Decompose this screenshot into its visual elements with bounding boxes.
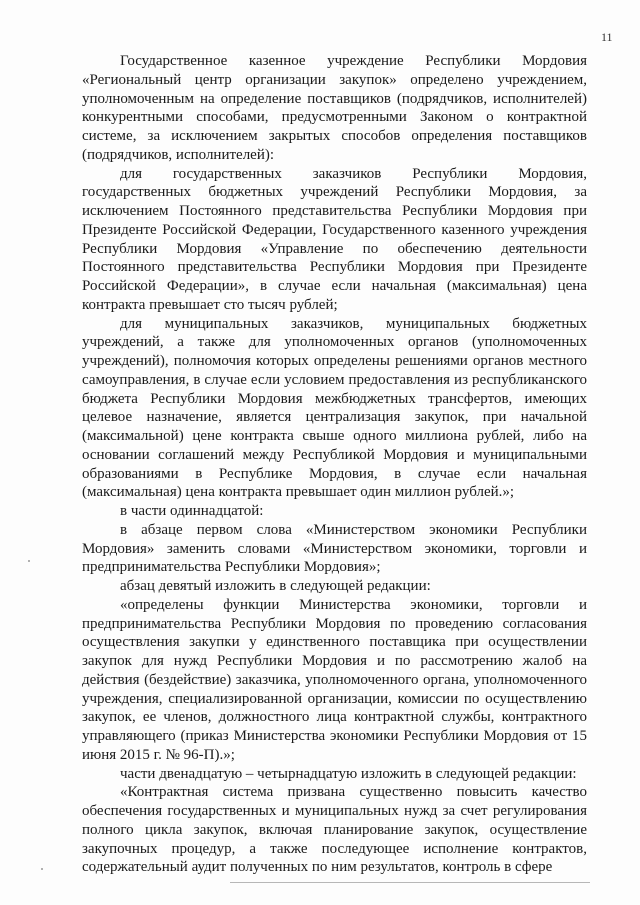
scan-edge-line <box>230 882 590 883</box>
paragraph: «определены функции Министерства экономики, торговли и предпринимательства Республики Мордовия по проведению согласования осуществления закупки у единственного поставщика при осуществлении закупок для нужд Республики Мордовия и по рассмотрению жалоб на действия (бездействие) заказчика, уполномоченного органа, уполномоченного учреждения, специализированной организации, комиссии по осуществлению закупок, ее членов, должностного лица контрактной службы, контрактного управляющего (приказ Министерства экономики Республики Мордовия от 15 июня 2015 г. № 96-П).»; <box>82 596 587 763</box>
paragraph: в части одиннадцатой: <box>120 503 264 519</box>
paragraph: в абзаце первом слова «Министерством экономики Республики Мордовия» заменить словами «Министерством экономики, торговли и предпринимательства Республики Мордовия»; <box>82 521 587 576</box>
paragraph: части двенадцатую – четырнадцатую изложить в следующей редакции: <box>120 765 577 782</box>
paragraph: абзац девятый изложить в следующей редакции: <box>120 578 431 594</box>
paragraph: для муниципальных заказчиков, муниципальных бюджетных учреждений, а также для уполномоченных органов (уполномоченных учреждений), полномочия которых определены решениями органов местного самоуправления, в случае если условием предоставления из республиканского бюджета Республики Мордовия межбюджетных трансфертов, имеющих целевое назначение, является централизация закупок, при начальной (максимальной) цене контракта свыше одного миллиона рублей, либо на основании соглашений между Республикой Мордовия и муниципальными образованиями в Республике Мордовия, в случае если начальная (максимальная) цена контракта превышает один миллион рублей.»; <box>82 315 587 501</box>
scan-speck <box>41 868 43 870</box>
document-body <box>82 52 587 877</box>
paragraph: «Контрактная система призвана существенно повысить качество обеспечения государственных и муниципальных нужд за счет регулирования полного цикла закупок, включая планирование закупок, осуществление закупочных процедур, а также последующее исполнение контрактов, содержательный аудит полученных по ним результатов, контроль в сфере <box>82 784 587 876</box>
scan-speck <box>28 560 30 562</box>
paragraph: Государственное казенное учреждение Республики Мордовия «Региональный центр организации закупок» определено учреждением, уполномоченным на определение поставщиков (подрядчиков, исполнителей) конкурентными способами, предусмотренными Законом о контрактной системе, за исключением закрытых способов определения поставщиков (подрядчиков, исполнителей): <box>82 53 587 163</box>
paragraph: для государственных заказчиков Республики Мордовия, государственных бюджетных учреждений Республики Мордовия, за исключением Постоянного представительства Республики Мордовия при Президенте Российской Федерации, Государственного казенного учреждения Республики Мордовия «Управление по обеспечению деятельности Постоянного представительства Республики Мордовия при Президенте Российской Федерации», в случае если начальная (максимальная) цена контракта превышает сто тысяч рублей; <box>82 165 587 313</box>
page-number: 11 <box>601 30 613 44</box>
